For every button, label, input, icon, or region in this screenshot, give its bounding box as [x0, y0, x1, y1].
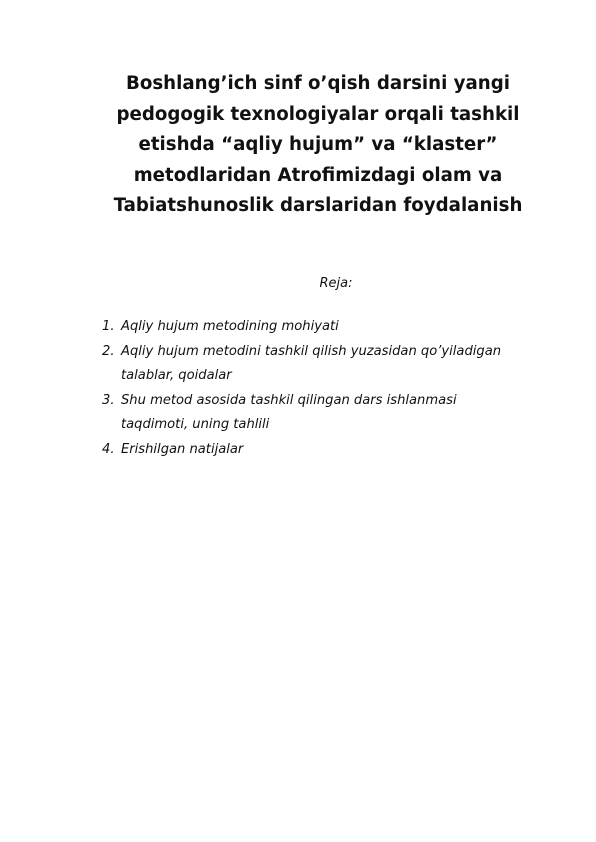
plan-item: [102, 340, 542, 389]
title-line: pedogogik texnologiyalar orqali tashkil: [116, 103, 520, 125]
plan-item: [102, 389, 542, 438]
plan-item: [102, 438, 542, 463]
plan-item-line: Aqliy hujum metodini tashkil qilish yuzasidan qo’yiladigan: [121, 343, 502, 359]
plan-item-line: taqdimoti, uning tahlili: [121, 417, 270, 432]
plan-list: [102, 315, 542, 462]
plan-item-text: [121, 438, 542, 463]
title-line: Tabiatshunoslik darslaridan foydalanish: [113, 195, 523, 216]
plan-item-line: talablar, qoidalar: [121, 368, 232, 383]
title-line: Boshlang’ich sinf o’qish darsini yangi: [126, 73, 510, 94]
plan-item-number: 2.: [102, 343, 115, 359]
plan-item-text: [121, 340, 542, 389]
plan-item-text: [121, 389, 542, 438]
title-line: metodlaridan Atrofimizdagi olam va: [133, 164, 503, 186]
plan-item: [102, 315, 542, 340]
plan-item-number: 3.: [102, 392, 115, 408]
title-line: etishda “aqliy hujum” va “klaster”: [138, 134, 498, 155]
plan-item-line: Shu metod asosida tashkil qilingan dars ishlanmasi: [121, 392, 457, 408]
plan-heading: Reja:: [319, 276, 353, 291]
plan-item-line: Aqliy hujum metodining mohiyati: [121, 319, 339, 334]
plan-item-text: [121, 315, 542, 340]
plan-item-number: 4.: [102, 441, 115, 457]
plan-item-number: 1.: [102, 319, 115, 334]
document-title: [98, 69, 538, 222]
plan-item-line: Erishilgan natijalar: [121, 441, 244, 457]
